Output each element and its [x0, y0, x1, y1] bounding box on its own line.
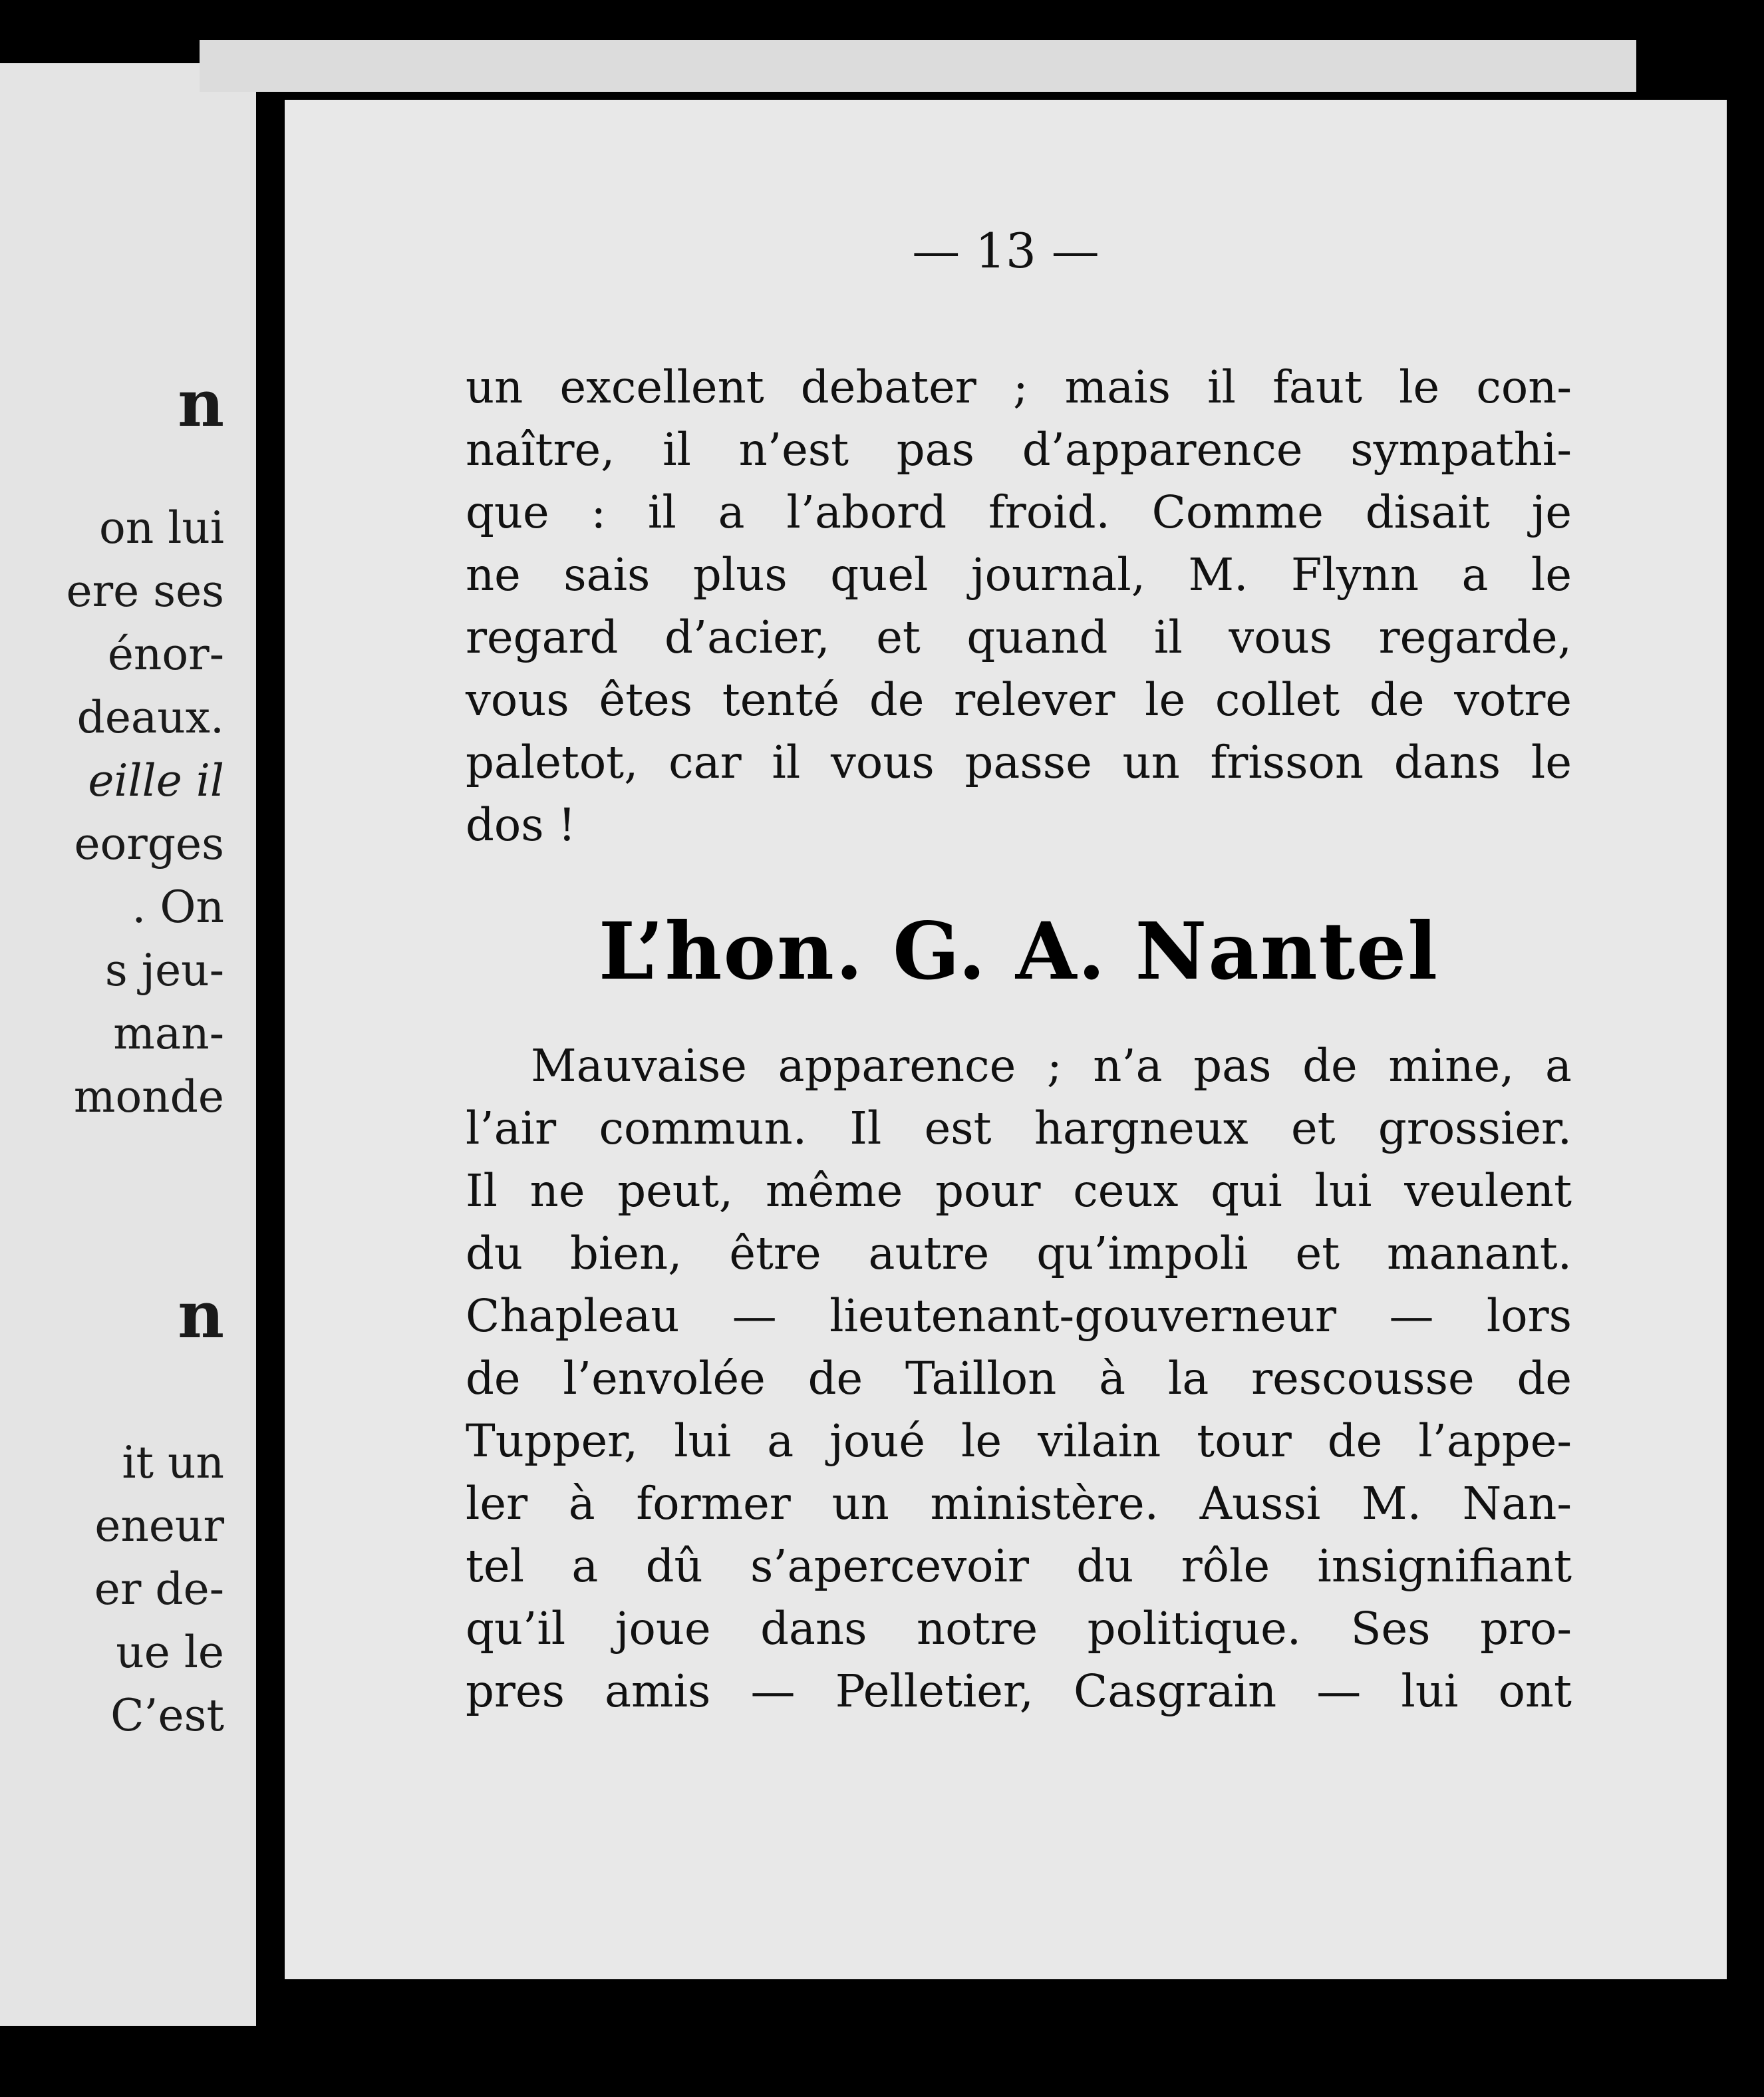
text-line: dos ! [466, 799, 576, 851]
text-line: naître, il n’est pas d’apparence sympathi- [466, 424, 1572, 476]
text-line: paletot, car il vous passe un frisson dans le [466, 736, 1572, 788]
page-number: — 13 — [912, 223, 1100, 279]
left-fragment: eneur [94, 1500, 224, 1551]
left-fragment: man- [113, 1008, 224, 1059]
left-fragment: it un [122, 1437, 224, 1488]
left-fragment: ue le [116, 1627, 224, 1678]
text-line: du bien, être autre qu’impoli et manant. [466, 1227, 1572, 1279]
text-line: regard d’acier, et quand il vous regarde, [466, 611, 1572, 663]
text-line: Il ne peut, même pour ceux qui lui veulent [466, 1165, 1572, 1217]
paragraph-2 [466, 1035, 1572, 1722]
book-page [285, 100, 1727, 1979]
left-fragment: énor- [107, 629, 224, 680]
page-edge-strip [200, 40, 1636, 92]
left-fragment: . On [132, 882, 224, 933]
left-fragment: eille il [88, 755, 224, 806]
book-spine [256, 0, 283, 2097]
text-line: Chapleau — lieutenant-gouverneur — lors [466, 1290, 1572, 1342]
text-line: l’air commun. Il est hargneux et grossier. [466, 1102, 1572, 1154]
left-fragment: C’est [110, 1690, 224, 1741]
left-fragment: eorges [74, 818, 224, 870]
text-line: pres amis — Pelletier, Casgrain — lui ont [466, 1665, 1572, 1717]
left-fragment: deaux. [76, 692, 224, 743]
left-fragment: s jeu- [104, 945, 224, 996]
left-fragment: ere ses [66, 565, 224, 617]
paragraph-1 [466, 356, 1572, 856]
text-line: Mauvaise apparence ; n’a pas de mine, a [531, 1040, 1572, 1092]
left-fragment: er de- [94, 1563, 224, 1615]
text-line: un excellent debater ; mais il faut le con- [466, 361, 1572, 413]
left-fragment: n [178, 1277, 224, 1353]
text-line: ne sais plus quel journal, M. Flynn a le [466, 549, 1572, 601]
left-fragment: on lui [99, 502, 224, 554]
section-title: L’hon. G. A. Nantel [598, 905, 1439, 997]
text-line: de l’envolée de Taillon à la rescousse de [466, 1353, 1572, 1404]
text-line: que : il a l’abord froid. Comme disait je [466, 486, 1572, 538]
text-line: vous êtes tenté de relever le collet de votre [466, 674, 1572, 726]
text-line: Tupper, lui a joué le vilain tour de l’appe- [466, 1415, 1572, 1467]
text-line: tel a dû s’apercevoir du rôle insignifiant [466, 1540, 1572, 1592]
left-fragment: n [178, 366, 224, 441]
left-fragment: monde [73, 1071, 224, 1122]
text-line: qu’il joue dans notre politique. Ses pro- [466, 1603, 1572, 1655]
left-page-fragment [0, 63, 256, 2026]
text-line: ler à former un ministère. Aussi M. Nan- [466, 1478, 1572, 1530]
